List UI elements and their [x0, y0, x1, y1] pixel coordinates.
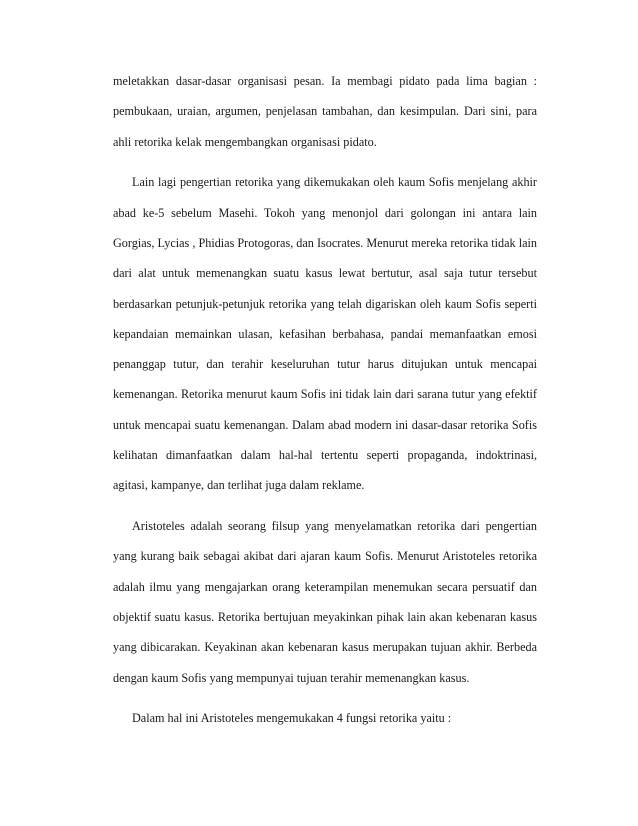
paragraph-sofis: Lain lagi pengertian retorika yang dikemukakan oleh kaum Sofis menjelang akhir abad ke-5 sebelum Masehi. Tokoh yang menonjol dari golongan ini antara lain Gorgias, Lycias , Phidias Protogoras, dan Isocrates. Menurut mereka retorika tidak lain dari alat untuk memenangkan suatu kasus lewat bertutur, asal saja tutur tersebut berdasarkan petunjuk-petunjuk retorika yang telah digariskan oleh kaum Sofis seperti kepandaian memainkan ulasan, kefasihan berbahasa, pandai memanfaatkan emosi penanggap tutur, dan terahir keseluruhan tutur harus ditujukan untuk mencapai kemenangan. Retorika menurut kaum Sofis ini tidak lain dari sarana tutur yang efektif untuk mencapai suatu kemenangan. Dalam abad modern ini dasar-dasar retorika Sofis kelihatan dimanfaatkan dalam hal-hal tertentu seperti propaganda, indoktrinasi, agitasi, kampanye, dan terlihat juga dalam reklame.: [113, 175, 537, 493]
paragraph-fungsi-retorika: Dalam hal ini Aristoteles mengemukakan 4 fungsi retorika yaitu :: [132, 711, 452, 726]
paragraph-aristoteles: Aristoteles adalah seorang filsup yang menyelamatkan retorika dari pengertian yang kurang baik sebagai akibat dari ajaran kaum Sofis. Menurut Aristoteles retorika adalah ilmu yang mengajarkan orang keterampilan menemukan secara persuatif dan objektif suatu kasus. Retorika bertujuan meyakinkan pihak lain akan kebenaran kasus yang dibicarakan. Keyakinan akan kebenaran kasus merupakan tujuan akhir. Berbeda dengan kaum Sofis yang mempunyai tujuan terahir memenangkan kasus.: [113, 519, 537, 685]
paragraph-continuation: meletakkan dasar-dasar organisasi pesan. Ia membagi pidato pada lima bagian : pembukaan, uraian, argumen, penjelasan tambahan, dan kesimpulan. Dari sini, para ahli retorika kelak mengembangkan organisasi pidato.: [113, 74, 537, 149]
body-text: [113, 66, 537, 744]
